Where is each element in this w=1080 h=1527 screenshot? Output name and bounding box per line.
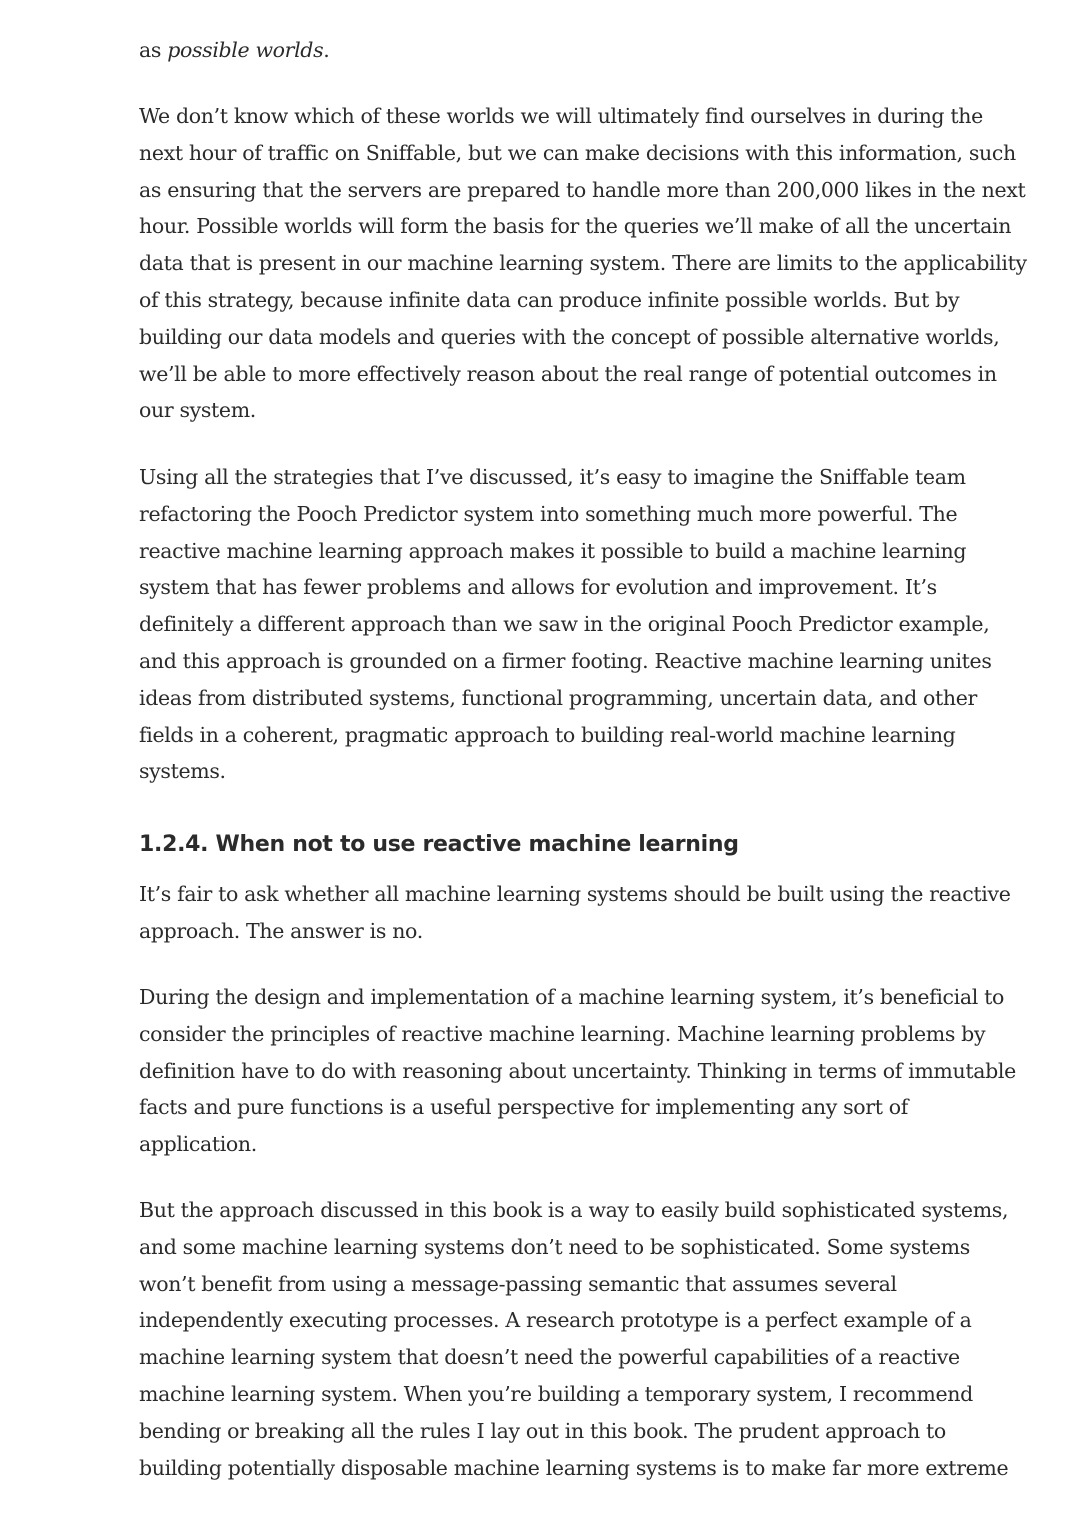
text-line: data that is present in our machine learning system. There are limits to the applicability bbox=[139, 251, 1027, 276]
intro-suffix: . bbox=[323, 38, 330, 62]
text-line: approach. The answer is no. bbox=[139, 918, 423, 943]
text-line: machine learning system. When you’re building a temporary system, I recommend bbox=[139, 1381, 973, 1406]
paragraph-fair-to-ask bbox=[139, 876, 1029, 950]
intro-emphasis: possible worlds bbox=[167, 38, 324, 62]
text-line: next hour of traffic on Sniffable, but we can make decisions with this information, such bbox=[139, 140, 1016, 165]
paragraph-design-principles bbox=[139, 979, 1029, 1163]
text-line: application. bbox=[139, 1132, 257, 1157]
text-line: Using all the strategies that I’ve discussed, it’s easy to imagine the Sniffable team bbox=[139, 465, 966, 489]
text-line: and some machine learning systems don’t need to be sophisticated. Some systems bbox=[139, 1234, 970, 1259]
text-line: definitely a different approach than we saw in the original Pooch Predictor example, bbox=[139, 612, 990, 637]
text-line: reactive machine learning approach makes it possible to build a machine learning bbox=[139, 538, 967, 563]
text-line: as ensuring that the servers are prepared to handle more than 200,000 likes in the next bbox=[139, 177, 1026, 202]
text-line: consider the principles of reactive machine learning. Machine learning problems by bbox=[139, 1021, 986, 1046]
text-line: We don’t know which of these worlds we will ultimately find ourselves in during the bbox=[139, 104, 983, 128]
paragraph-strategies bbox=[139, 459, 1029, 790]
intro-prefix: as bbox=[139, 38, 168, 62]
text-line: definition have to do with reasoning about uncertainty. Thinking in terms of immutable bbox=[139, 1058, 1016, 1083]
text-line: But the approach discussed in this book is a way to easily build sophisticated systems, bbox=[139, 1198, 1009, 1222]
text-line: bending or breaking all the rules I lay out in this book. The prudent approach to bbox=[139, 1418, 946, 1443]
text-line: ideas from distributed systems, functional programming, uncertain data, and other bbox=[139, 685, 977, 710]
text-line: building our data models and queries with the concept of possible alternative worlds, bbox=[139, 324, 1000, 349]
text-line: facts and pure functions is a useful perspective for implementing any sort of bbox=[139, 1095, 909, 1120]
paragraph-possible-worlds bbox=[139, 98, 1029, 429]
section-heading: 1.2.4. When not to use reactive machine learning bbox=[139, 832, 739, 857]
text-line: machine learning system that doesn’t need the powerful capabilities of a reactive bbox=[139, 1345, 960, 1370]
text-line: During the design and implementation of a machine learning system, it’s beneficial to bbox=[139, 985, 1005, 1009]
text-line: independently executing processes. A research prototype is a perfect example of a bbox=[139, 1308, 972, 1333]
text-line: building potentially disposable machine learning systems is to make far more extreme bbox=[139, 1455, 1009, 1480]
text-line: and this approach is grounded on a firmer footing. Reactive machine learning unites bbox=[139, 648, 992, 673]
text-line: systems. bbox=[139, 759, 226, 784]
paragraph-sophisticated-systems bbox=[139, 1192, 1029, 1486]
text-line: It’s fair to ask whether all machine learning systems should be built using the reactive bbox=[139, 882, 1011, 906]
text-line: we’ll be able to more effectively reason about the real range of potential outcomes in bbox=[139, 361, 997, 386]
text-line: fields in a coherent, pragmatic approach to building real-world machine learning bbox=[139, 722, 956, 747]
text-line: our system. bbox=[139, 398, 256, 423]
text-line: of this strategy, because infinite data can produce infinite possible worlds. But by bbox=[139, 287, 960, 312]
intro-fragment bbox=[139, 32, 329, 69]
text-line: system that has fewer problems and allows for evolution and improvement. It’s bbox=[139, 575, 937, 600]
text-line: hour. Possible worlds will form the basis for the queries we’ll make of all the uncertain bbox=[139, 214, 1012, 239]
text-line: refactoring the Pooch Predictor system into something much more powerful. The bbox=[139, 501, 958, 526]
text-line: won’t benefit from using a message-passing semantic that assumes several bbox=[139, 1271, 897, 1296]
